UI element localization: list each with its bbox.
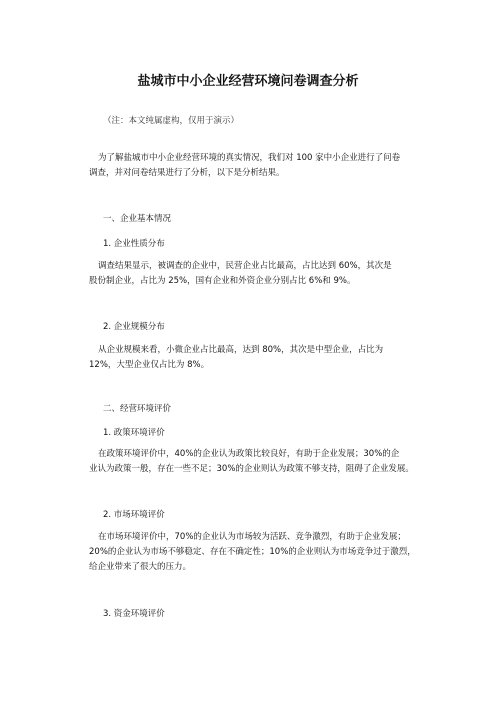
section-1-sub-2-paragraph — [89, 343, 419, 373]
paragraph-line: 在政策环境评价中，40%的企业认为政策比较良好，有助于企业发展；30%的企 — [98, 449, 400, 459]
paragraph-line: 股份制企业，占比为 25%，国有企业和外资企业分别占比 6%和 9%。 — [89, 276, 356, 286]
intro-line-2: 调查，并对问卷结果进行了分析，以下是分析结果。 — [89, 168, 285, 178]
section-1-heading: 一、企业基本情况 — [103, 214, 172, 224]
section-2-sub-1-paragraph — [89, 447, 419, 477]
paragraph-line: 给企业带来了很大的压力。 — [89, 562, 192, 572]
paragraph-line: 12%，大型企业仅占比为 8%。 — [89, 360, 210, 370]
section-2-sub-2-heading: 2. 市场环境评价 — [103, 510, 165, 520]
paragraph-line: 在市场环境评价中，70%的企业认为市场较为活跃、竞争激烈，有助于企业发展； — [98, 532, 406, 542]
section-2-sub-1-heading: 1. 政策环境评价 — [103, 428, 165, 438]
intro-line-1: 为了解盐城市中小企业经营环境的真实情况，我们对 100 家中小企业进行了问卷 — [98, 153, 401, 163]
document-title: 盐城市中小企业经营环境问卷调查分析 — [137, 74, 359, 89]
section-1-sub-1-heading: 1. 企业性质分布 — [103, 239, 165, 249]
section-2-sub-2-paragraph — [89, 530, 419, 575]
section-2-sub-3-heading: 3. 资金环境评价 — [103, 609, 165, 619]
intro-paragraph — [89, 151, 419, 181]
paragraph-line: 20%的企业认为市场不够稳定、存在不确定性；10%的企业则认为市场竞争过于激烈， — [89, 547, 416, 557]
paragraph-line: 从企业规模来看，小微企业占比最高，达到 80%，其次是中型企业，占比为 — [98, 345, 384, 355]
paragraph-line: 调查结果显示，被调查的企业中，民营企业占比最高，占比达到 60%，其次是 — [98, 261, 392, 271]
section-2-heading: 二、经营环境评价 — [103, 404, 172, 414]
paragraph-line: 业认为政策一般，存在一些不足；30%的企业则认为政策不够支持，阻碍了企业发展。 — [89, 464, 414, 474]
section-1-sub-1-paragraph — [89, 259, 419, 289]
disclaimer-note: （注：本文纯属虚构，仅用于演示） — [103, 116, 240, 126]
section-1-sub-2-heading: 2. 企业规模分布 — [103, 322, 165, 332]
